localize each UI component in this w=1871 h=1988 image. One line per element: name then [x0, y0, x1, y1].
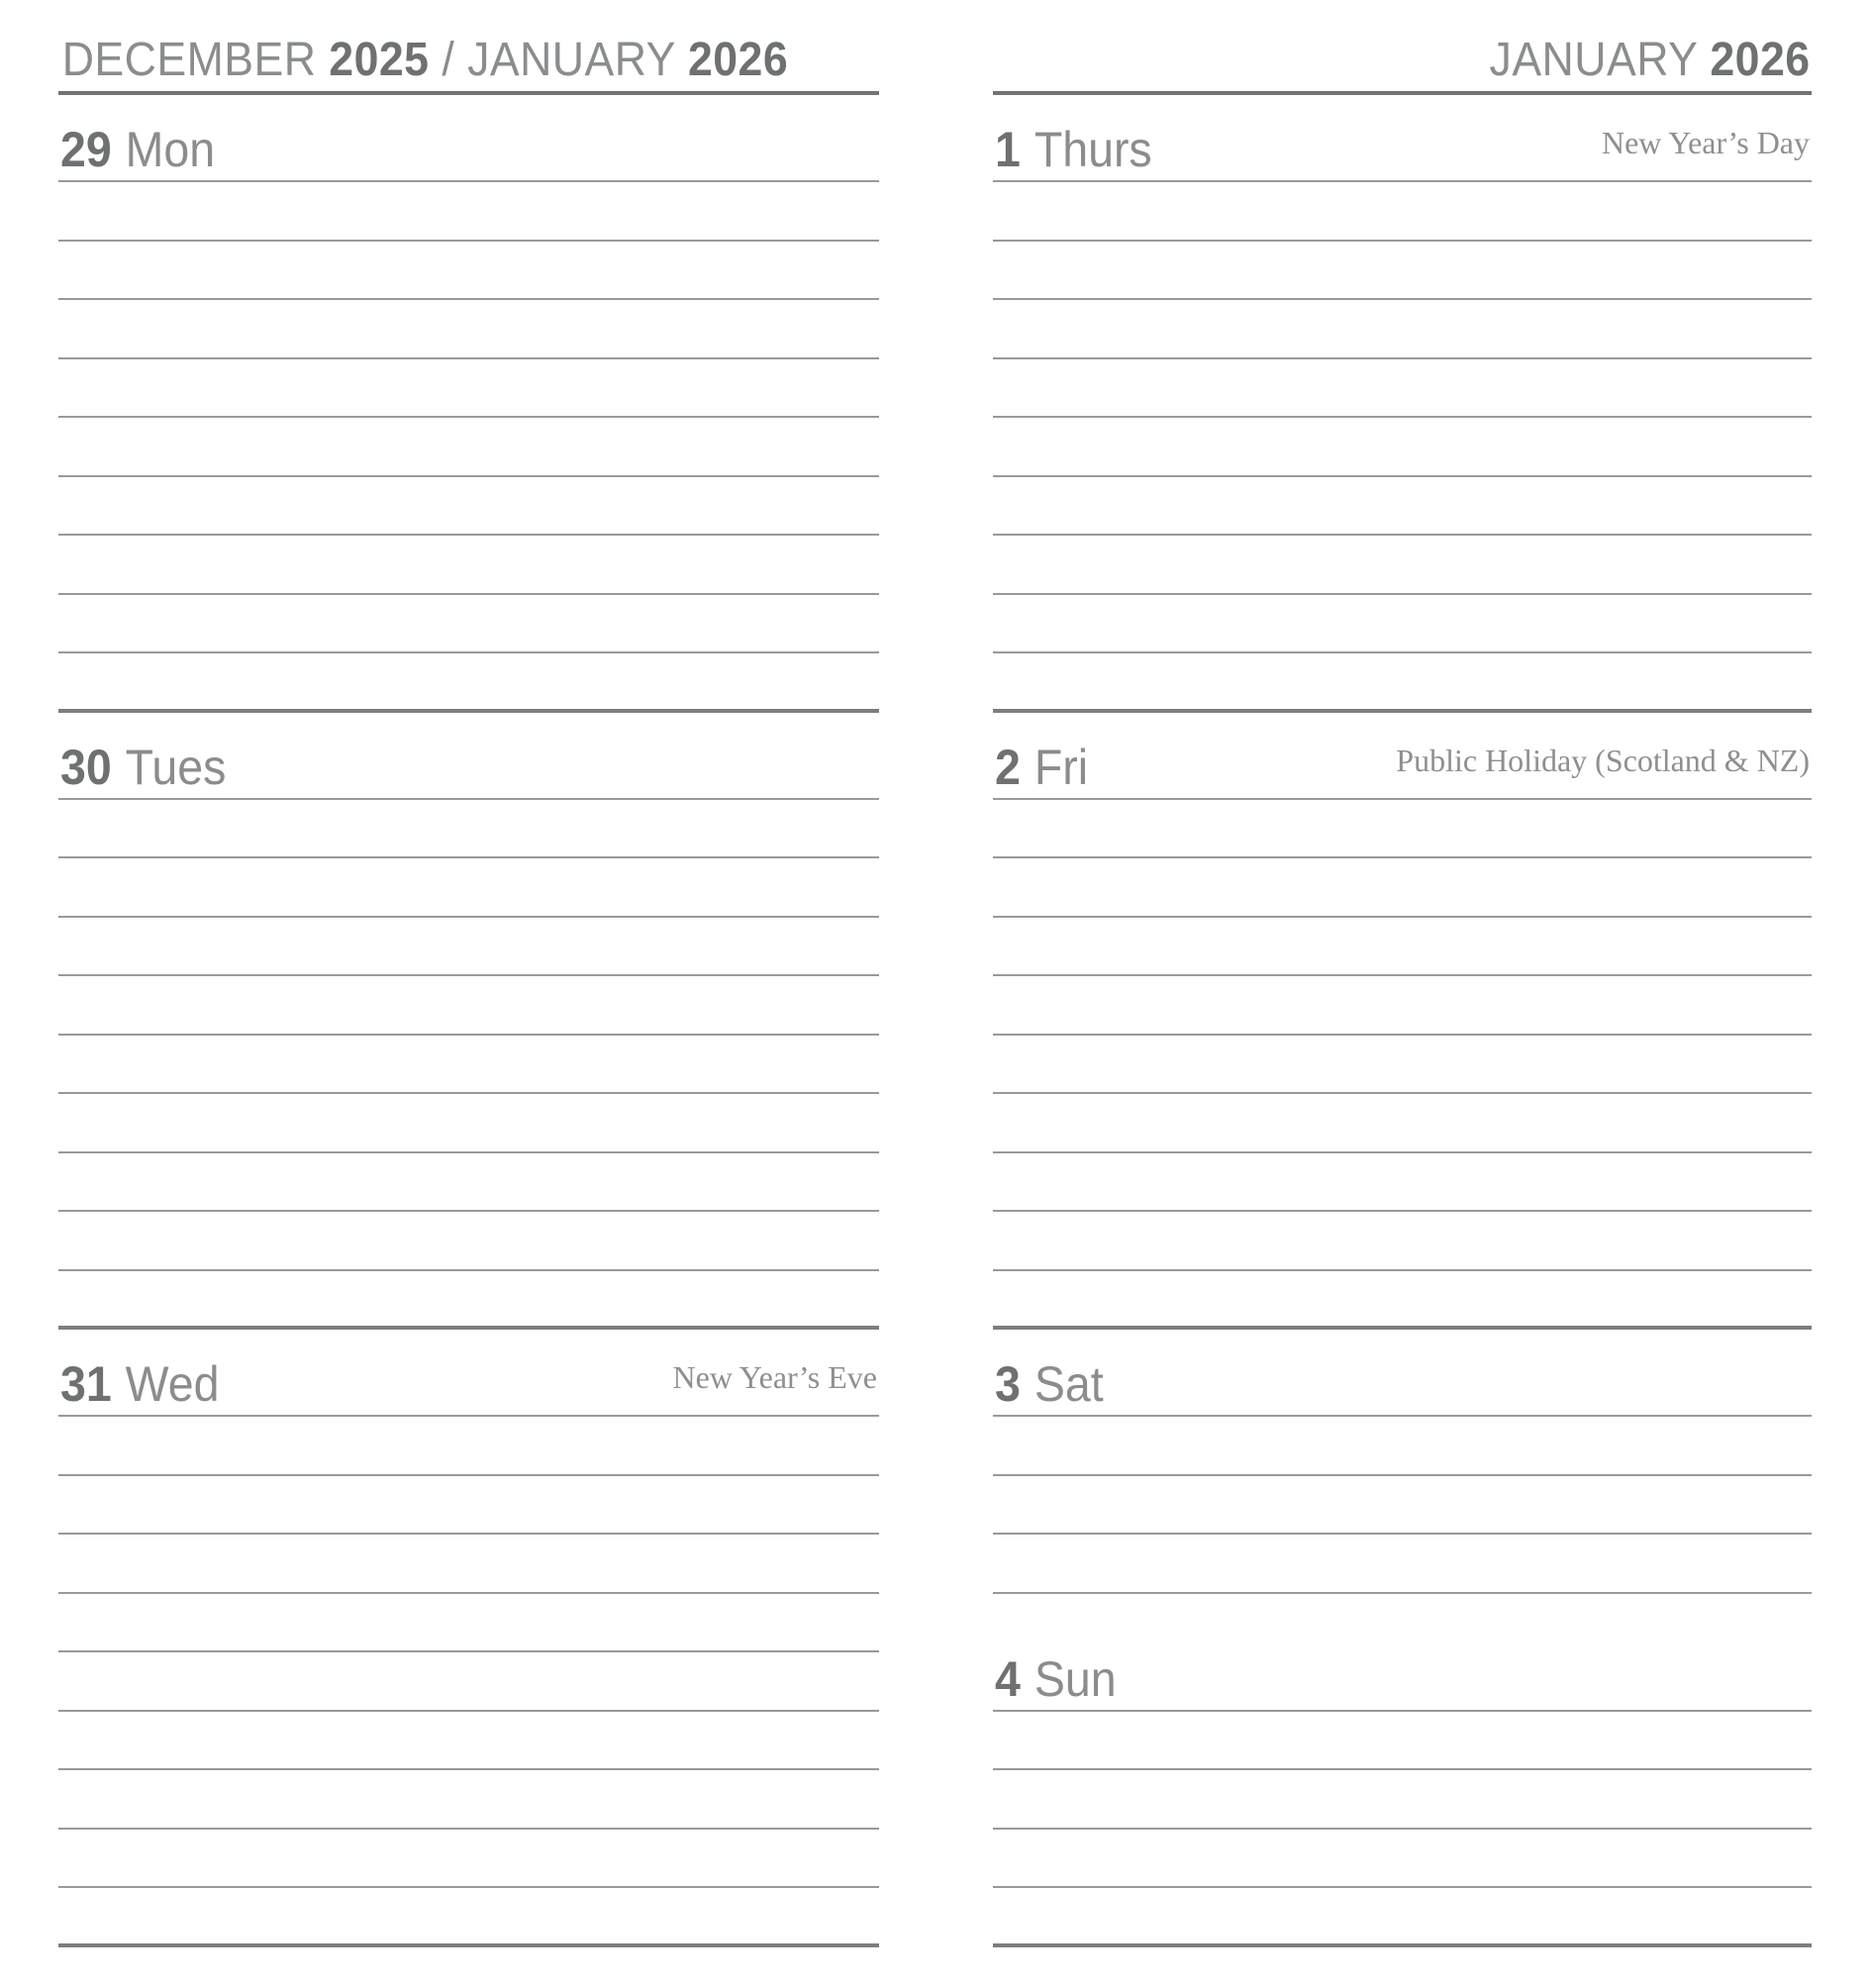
ruled-line-row: [58, 1476, 879, 1536]
day-number: 1: [995, 122, 1021, 177]
day-section-1: [993, 95, 1812, 713]
ruled-line-row: [58, 976, 879, 1036]
day-name: Thurs: [1034, 122, 1152, 177]
ruled-line-row: [58, 242, 879, 301]
ruled-line-row: [58, 1535, 879, 1594]
ruled-line-row: [58, 1094, 879, 1153]
ruled-line-row: [993, 1417, 1812, 1476]
day-label: [60, 122, 216, 177]
ruled-line-row: [58, 1830, 879, 1889]
day-section-3: [993, 1330, 1812, 1594]
day-label: [995, 739, 1089, 795]
ruled-line-row: [993, 1535, 1812, 1594]
ruled-line-row: [58, 1770, 879, 1830]
day-name: Wed: [125, 1356, 220, 1412]
day-name: Sun: [1034, 1650, 1117, 1707]
ruled-line-row: [58, 595, 879, 654]
ruled-line-row: [993, 653, 1812, 713]
day-header: [993, 95, 1812, 182]
ruled-line-row: [58, 359, 879, 419]
ruled-line-row: [993, 300, 1812, 359]
holiday-label: New Year’s Day: [1601, 125, 1810, 160]
ruled-line-row: [58, 1036, 879, 1095]
ruled-line-row: [58, 1594, 879, 1653]
ruled-line-row: [58, 182, 879, 242]
ruled-line-row: [993, 1153, 1812, 1213]
ruled-line-row: [58, 653, 879, 713]
page-header-left: [58, 0, 879, 95]
page-title-right: [1485, 34, 1812, 91]
ruled-line-row: [993, 918, 1812, 977]
day-header: [993, 1330, 1812, 1417]
day-sections-left: [58, 95, 879, 1947]
day-section-31: [58, 1330, 879, 1947]
page-title-segment: 2026: [687, 34, 789, 86]
ruled-line-row: [58, 1212, 879, 1271]
day-label: [60, 1356, 220, 1412]
day-section-4: [993, 1594, 1812, 1947]
ruled-line-row: [993, 477, 1812, 537]
ruled-line-row: [58, 300, 879, 359]
holiday-label: Public Holiday (Scotland & NZ): [1396, 742, 1810, 778]
ruled-line-row: [58, 1652, 879, 1712]
ruled-line-row: [58, 918, 879, 977]
ruled-line-row: [58, 1712, 879, 1771]
ruled-line-row: [993, 1888, 1812, 1947]
day-name: Fri: [1034, 739, 1089, 795]
ruled-line-row: [993, 1271, 1812, 1331]
ruled-line-row: [58, 418, 879, 477]
day-number: 2: [995, 739, 1021, 795]
ruled-line-row: [993, 595, 1812, 654]
ruled-line-row: [993, 242, 1812, 301]
day-number: 30: [60, 739, 112, 795]
ruled-line-row: [993, 1830, 1812, 1889]
ruled-line-row: [993, 182, 1812, 242]
ruled-line-row: [993, 1212, 1812, 1271]
day-number: 29: [60, 122, 112, 177]
day-number: 31: [60, 1356, 112, 1412]
page-title-left: [58, 34, 790, 91]
day-label: [995, 1356, 1104, 1412]
day-name: Tues: [125, 739, 227, 795]
ruled-line-row: [58, 1888, 879, 1947]
planner-page-left: [58, 0, 879, 1947]
day-label: [60, 739, 227, 795]
ruled-line-row: [58, 1417, 879, 1476]
ruled-line-row: [993, 418, 1812, 477]
day-header: [58, 1330, 879, 1417]
day-name: Sat: [1034, 1356, 1104, 1412]
day-header: [993, 1594, 1812, 1712]
ruled-line-row: [993, 1476, 1812, 1536]
day-header: [58, 713, 879, 800]
day-header: [993, 713, 1812, 800]
ruled-line-row: [58, 800, 879, 859]
day-name: Mon: [125, 122, 216, 177]
page-title-segment: JANUARY: [1489, 34, 1710, 86]
ruled-line-row: [993, 858, 1812, 918]
ruled-line-row: [993, 536, 1812, 595]
ruled-line-row: [993, 1094, 1812, 1153]
page-title-segment: DECEMBER: [61, 34, 330, 86]
planner-page-right: [993, 0, 1812, 1947]
ruled-line-row: [58, 858, 879, 918]
day-label: [995, 1650, 1117, 1707]
ruled-line-row: [993, 359, 1812, 419]
ruled-line-row: [993, 1770, 1812, 1830]
day-header: [58, 95, 879, 182]
ruled-line-row: [58, 477, 879, 537]
day-section-2: [993, 713, 1812, 1331]
ruled-line-row: [58, 536, 879, 595]
page-title-segment: 2025: [329, 34, 430, 86]
ruled-line-row: [58, 1153, 879, 1213]
day-number: 4: [995, 1650, 1021, 1707]
day-sections-right: [993, 95, 1812, 1947]
ruled-line-row: [993, 800, 1812, 859]
day-label: [995, 122, 1152, 177]
ruled-line-row: [993, 1036, 1812, 1095]
page-header-right: [993, 0, 1812, 95]
holiday-label: New Year’s Eve: [672, 1359, 877, 1395]
ruled-line-row: [993, 976, 1812, 1036]
ruled-line-row: [993, 1712, 1812, 1771]
day-number: 3: [995, 1356, 1021, 1412]
day-section-29: [58, 95, 879, 713]
day-section-30: [58, 713, 879, 1331]
page-title-segment: 2026: [1709, 34, 1811, 86]
page-title-segment: / JANUARY: [429, 34, 688, 86]
ruled-line-row: [58, 1271, 879, 1331]
